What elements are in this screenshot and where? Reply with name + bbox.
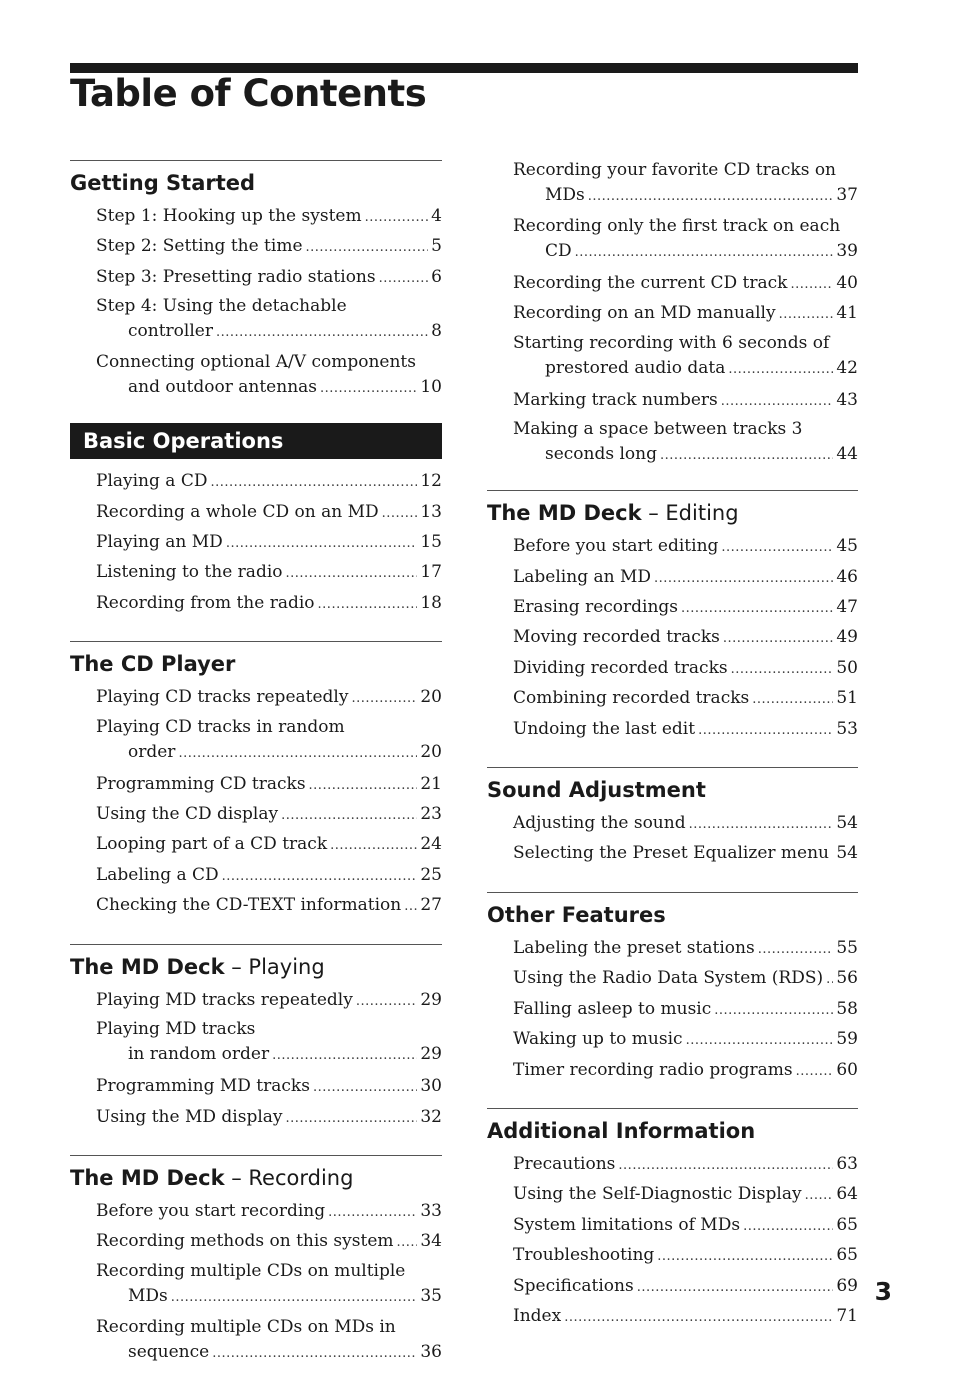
toc-entry — [513, 563, 858, 593]
page-title: Table of Contents — [70, 72, 427, 115]
right-column — [487, 157, 858, 1354]
dot-leader — [318, 591, 418, 619]
toc-entry-page: 29 — [420, 989, 442, 1010]
section-heading — [70, 952, 442, 982]
toc-entry — [513, 593, 858, 623]
toc-entry-first-line: Recording your favorite CD tracks on — [513, 160, 837, 180]
toc-entry — [96, 467, 442, 497]
dot-leader — [309, 772, 418, 800]
dot-leader — [714, 997, 833, 1025]
dot-leader — [790, 271, 833, 299]
section-heading — [487, 775, 858, 805]
toc-entry-page: 12 — [420, 471, 442, 492]
dot-leader — [681, 595, 833, 623]
toc-section-the-md-deck-playing — [70, 944, 442, 1133]
toc-entry-page: 13 — [420, 501, 442, 522]
toc-entry — [513, 1180, 858, 1210]
toc-entry — [96, 202, 442, 232]
toc-entry — [96, 861, 442, 891]
toc-entry-page: 18 — [420, 592, 442, 613]
section-heading-title: Basic Operations — [83, 429, 284, 454]
toc-entry-page: 45 — [836, 536, 858, 557]
toc-entry-page: 59 — [836, 1029, 858, 1050]
toc-section-continued — [487, 157, 858, 468]
section-heading — [487, 1116, 858, 1146]
toc-entry-label: Falling asleep to music — [513, 998, 712, 1019]
section-heading — [487, 498, 858, 528]
section-heading-title: The MD Deck — [70, 954, 225, 979]
toc-entry-page: 35 — [420, 1285, 442, 1306]
toc-entry — [513, 809, 858, 839]
toc-entry — [513, 1302, 858, 1332]
dot-leader — [306, 234, 429, 262]
dot-leader — [832, 841, 833, 869]
toc-entry-label: Using the CD display — [96, 804, 279, 825]
toc-entry-page: 15 — [420, 532, 442, 553]
dot-leader — [226, 530, 418, 558]
toc-entry — [96, 528, 442, 558]
toc-entry-page: 54 — [836, 813, 858, 834]
dot-leader — [404, 893, 417, 921]
toc-entry-label: Using the MD display — [96, 1106, 283, 1127]
toc-entry-label: Looping part of a CD track — [96, 834, 328, 855]
dot-leader — [397, 1229, 418, 1257]
dot-leader — [758, 936, 834, 964]
toc-entry-label: Index — [513, 1305, 562, 1326]
toc-entry-page: 32 — [420, 1106, 442, 1127]
toc-entry — [513, 1025, 858, 1055]
toc-entry-page: 39 — [836, 241, 858, 261]
toc-entry-label: Playing a CD — [96, 471, 208, 492]
toc-entry-label: Timer recording radio programs — [513, 1059, 793, 1080]
dot-leader — [698, 717, 833, 745]
toc-section-the-md-deck-editing — [487, 490, 858, 745]
toc-entry — [96, 1227, 442, 1257]
toc-entry-label: Recording a whole CD on an MD — [96, 501, 379, 522]
toc-entry-page: 60 — [836, 1059, 858, 1080]
toc-entry — [513, 964, 858, 994]
toc-entry-page: 33 — [420, 1200, 442, 1221]
page-number: 3 — [874, 1277, 892, 1306]
dot-leader — [731, 656, 834, 684]
toc-entry-page: 20 — [420, 687, 442, 708]
section-heading — [70, 423, 442, 459]
toc-entry — [513, 1211, 858, 1241]
toc-entry — [96, 1103, 442, 1133]
dot-leader — [564, 1304, 833, 1332]
toc-entry — [513, 934, 858, 964]
toc-entry-page: 47 — [836, 597, 858, 618]
toc-entry-label: Step 3: Presetting radio stations — [96, 266, 376, 287]
toc-entry-page: 25 — [420, 864, 442, 885]
dot-leader — [286, 560, 418, 588]
section-heading-subtitle: – Editing — [641, 501, 739, 526]
toc-entry-page: 17 — [420, 562, 442, 583]
toc-entry-label: Recording methods on this system — [96, 1231, 394, 1252]
toc-entry — [513, 684, 858, 714]
toc-entry-label: Selecting the Preset Equalizer menu — [513, 843, 829, 864]
toc-entry-label: Recording on an MD manually — [513, 303, 776, 324]
toc-entry-first-line: Playing MD tracks — [96, 1019, 256, 1040]
toc-entry-label: Labeling a CD — [96, 864, 219, 885]
toc-entry-label: Playing MD tracks repeatedly — [96, 989, 353, 1010]
toc-entry-page: 40 — [836, 273, 858, 293]
toc-entry-first-line: Step 4: Using the detachable — [96, 296, 347, 317]
toc-entry-page: 8 — [431, 321, 442, 342]
dot-leader — [657, 1243, 833, 1271]
toc-entry-label: Troubleshooting — [513, 1245, 655, 1266]
toc-entry-label: sequence — [128, 1341, 210, 1362]
toc-entry — [96, 558, 442, 588]
toc-entry — [96, 891, 442, 921]
toc-entry-label: Recording from the radio — [96, 592, 315, 613]
toc-entry — [128, 319, 442, 345]
toc-entry-label: Step 2: Setting the time — [96, 236, 303, 257]
toc-entry-label: Undoing the last edit — [513, 718, 696, 739]
toc-entry — [513, 995, 858, 1025]
toc-entry-page: 50 — [836, 657, 858, 678]
toc-entry-label: Specifications — [513, 1275, 634, 1296]
section-heading — [70, 168, 442, 198]
toc-section-getting-started — [70, 160, 442, 401]
toc-entry — [513, 654, 858, 684]
dot-leader — [826, 966, 833, 994]
dot-leader — [210, 469, 417, 497]
dot-leader — [805, 1182, 834, 1210]
section-heading-subtitle: – Playing — [224, 954, 325, 979]
toc-entry — [545, 356, 858, 382]
toc-entry-label: order — [128, 741, 176, 762]
toc-entry-page: 69 — [836, 1275, 858, 1296]
toc-entry-page: 6 — [431, 266, 442, 287]
toc-section-sound-adjustment — [487, 767, 858, 870]
toc-entry-page: 64 — [836, 1184, 858, 1205]
dot-leader — [222, 863, 418, 891]
toc-entry-page: 63 — [836, 1153, 858, 1174]
toc-entry-first-line: Playing CD tracks in random — [96, 716, 345, 737]
toc-entry — [513, 386, 858, 416]
toc-entry-page: 41 — [836, 303, 858, 324]
toc-entry-page: 21 — [420, 773, 442, 794]
toc-entry-page: 20 — [420, 741, 442, 762]
toc-entry — [96, 1072, 442, 1102]
toc-entry-page: 42 — [836, 357, 858, 378]
dot-leader — [178, 742, 417, 766]
dot-leader — [351, 685, 417, 713]
toc-entry — [128, 740, 442, 766]
toc-entry-page: 10 — [420, 377, 442, 398]
dot-leader — [313, 1074, 417, 1102]
toc-entry-page: 51 — [836, 688, 858, 709]
section-heading — [70, 1163, 442, 1193]
toc-entry — [96, 1197, 442, 1227]
toc-entry — [513, 623, 858, 653]
toc-entry — [128, 375, 442, 401]
dot-leader — [728, 358, 833, 382]
toc-entry-label: Programming CD tracks — [96, 773, 306, 794]
toc-entry-page: 71 — [836, 1305, 858, 1326]
toc-entry-label: Dividing recorded tracks — [513, 657, 728, 678]
dot-leader — [330, 832, 417, 860]
section-heading-title: Additional Information — [487, 1118, 756, 1143]
toc-entry — [513, 532, 858, 562]
dot-leader — [721, 534, 833, 562]
section-heading — [487, 900, 858, 930]
dot-leader — [356, 988, 418, 1016]
toc-entry — [545, 183, 858, 209]
toc-entry — [513, 269, 858, 299]
toc-entry-label: CD — [545, 241, 572, 261]
dot-leader — [588, 185, 834, 209]
dot-leader — [281, 802, 417, 830]
toc-section-other-features — [487, 892, 858, 1086]
toc-entry-page: 56 — [836, 968, 858, 989]
toc-entry-label: Using the Self-Diagnostic Display — [513, 1184, 802, 1205]
toc-entry-page: 43 — [836, 389, 858, 410]
section-heading-title: Getting Started — [70, 171, 256, 195]
section-heading-title: The MD Deck — [70, 1165, 225, 1190]
toc-entry-label: Moving recorded tracks — [513, 627, 720, 648]
toc-entry-label: MDs — [128, 1285, 168, 1306]
toc-entry-page: 36 — [420, 1341, 442, 1362]
toc-entry-label: and outdoor antennas — [128, 377, 318, 398]
toc-entry-label: System limitations of MDs — [513, 1214, 741, 1235]
toc-entry — [513, 1056, 858, 1086]
toc-entry-first-line: Recording multiple CDs on MDs in — [96, 1316, 396, 1337]
toc-entry-label: Waking up to music — [513, 1029, 683, 1050]
section-heading-title: The MD Deck — [487, 501, 642, 526]
toc-entry-page: 44 — [836, 444, 858, 465]
toc-entry-page: 58 — [836, 998, 858, 1019]
dot-leader — [689, 811, 834, 839]
dot-leader — [721, 388, 834, 416]
dot-leader — [365, 204, 429, 232]
toc-entry — [513, 299, 858, 329]
toc-entry-label: Before you start recording — [96, 1200, 326, 1221]
dot-leader — [779, 301, 834, 329]
toc-entry-label: Precautions — [513, 1153, 616, 1174]
toc-entry-first-line: Recording only the first track on each — [513, 216, 841, 236]
toc-entry — [96, 498, 442, 528]
toc-entry-page: 4 — [431, 206, 442, 226]
toc-entry — [128, 1042, 442, 1068]
toc-section-basic-operations — [70, 423, 442, 619]
toc-entry-page: 37 — [836, 185, 858, 205]
toc-entry — [545, 239, 858, 265]
toc-entry-first-line: Starting recording with 6 seconds of — [513, 332, 830, 353]
toc-entry — [513, 1150, 858, 1180]
toc-entry-label: Playing CD tracks repeatedly — [96, 687, 349, 708]
toc-entry — [513, 1241, 858, 1271]
dot-leader — [328, 1199, 417, 1227]
section-heading-title: Sound Adjustment — [487, 778, 706, 803]
dot-leader — [796, 1058, 834, 1086]
dot-leader — [654, 565, 833, 593]
toc-entry-page: 24 — [420, 834, 442, 855]
left-column — [70, 160, 442, 1388]
toc-entry-label: prestored audio data — [545, 357, 726, 378]
toc-entry-page: 49 — [836, 627, 858, 648]
dot-leader — [286, 1105, 418, 1133]
toc-entry-label: Labeling an MD — [513, 566, 652, 587]
toc-entry — [96, 232, 442, 262]
toc-entry-label: Playing an MD — [96, 532, 223, 553]
toc-entry-label: Combining recorded tracks — [513, 688, 750, 709]
toc-entry-page: 53 — [836, 718, 858, 739]
toc-entry — [513, 1272, 858, 1302]
toc-entry-page: 65 — [836, 1214, 858, 1235]
toc-entry — [128, 1340, 442, 1366]
dot-leader — [382, 500, 418, 528]
toc-section-additional-information — [487, 1108, 858, 1332]
toc-entry-label: Listening to the radio — [96, 562, 283, 583]
toc-section-the-cd-player — [70, 641, 442, 921]
dot-leader — [379, 265, 429, 293]
dot-leader — [743, 1213, 833, 1241]
dot-leader — [637, 1274, 834, 1302]
toc-entry — [96, 770, 442, 800]
dot-leader — [752, 686, 833, 714]
toc-entry — [513, 839, 858, 869]
toc-entry-label: Checking the CD-TEXT information — [96, 895, 402, 916]
toc-entry-page: 65 — [836, 1245, 858, 1266]
toc-entry-label: seconds long — [545, 444, 658, 465]
toc-entry-label: controller — [128, 321, 213, 342]
dot-leader — [575, 241, 834, 265]
toc-entry — [96, 800, 442, 830]
toc-entry — [128, 1284, 442, 1310]
toc-entry-label: Programming MD tracks — [96, 1076, 310, 1097]
section-heading-subtitle: – Recording — [224, 1165, 354, 1190]
toc-entry-first-line: Recording multiple CDs on multiple — [96, 1260, 406, 1281]
dot-leader — [272, 1044, 417, 1068]
dot-leader — [216, 321, 428, 345]
toc-entry — [96, 589, 442, 619]
section-heading — [70, 649, 442, 679]
dot-leader — [723, 625, 834, 653]
toc-entry-page: 23 — [420, 804, 442, 825]
toc-entry-label: Labeling the preset stations — [513, 937, 755, 958]
toc-entry-page: 46 — [836, 566, 858, 587]
toc-entry-label: MDs — [545, 185, 585, 205]
toc-entry — [96, 830, 442, 860]
toc-entry-first-line: Making a space between tracks 3 — [513, 419, 803, 440]
toc-entry-page: 27 — [420, 895, 442, 916]
toc-entry-label: Step 1: Hooking up the system — [96, 206, 362, 226]
toc-entry-page: 30 — [420, 1076, 442, 1097]
dot-leader — [686, 1027, 834, 1055]
toc-entry-page: 34 — [420, 1231, 442, 1252]
dot-leader — [660, 444, 833, 468]
toc-entry-label: Adjusting the sound — [513, 813, 686, 834]
toc-entry-page: 55 — [836, 937, 858, 958]
toc-entry-page: 54 — [836, 843, 858, 864]
toc-section-the-md-deck-recording — [70, 1155, 442, 1366]
dot-leader — [212, 1342, 417, 1366]
toc-entry — [96, 263, 442, 293]
toc-entry-label: Before you start editing — [513, 536, 719, 557]
dot-leader — [618, 1152, 833, 1180]
toc-entry-page: 29 — [420, 1044, 442, 1065]
toc-entry-first-line: Connecting optional A/V components — [96, 352, 416, 373]
toc-entry — [96, 683, 442, 713]
toc-entry — [513, 715, 858, 745]
toc-entry-page: 5 — [431, 236, 442, 257]
toc-entry-label: Recording the current CD track — [513, 273, 788, 293]
toc-entry — [545, 442, 858, 468]
toc-entry-label: Erasing recordings — [513, 597, 679, 618]
dot-leader — [171, 1286, 418, 1310]
section-heading-title: The CD Player — [70, 652, 236, 677]
section-heading-title: Other Features — [487, 902, 666, 927]
toc-entry-label: in random order — [128, 1044, 270, 1065]
toc-entry — [96, 986, 442, 1016]
toc-entry-label: Marking track numbers — [513, 389, 718, 410]
toc-entry-label: Using the Radio Data System (RDS) — [513, 968, 824, 989]
dot-leader — [320, 377, 417, 401]
